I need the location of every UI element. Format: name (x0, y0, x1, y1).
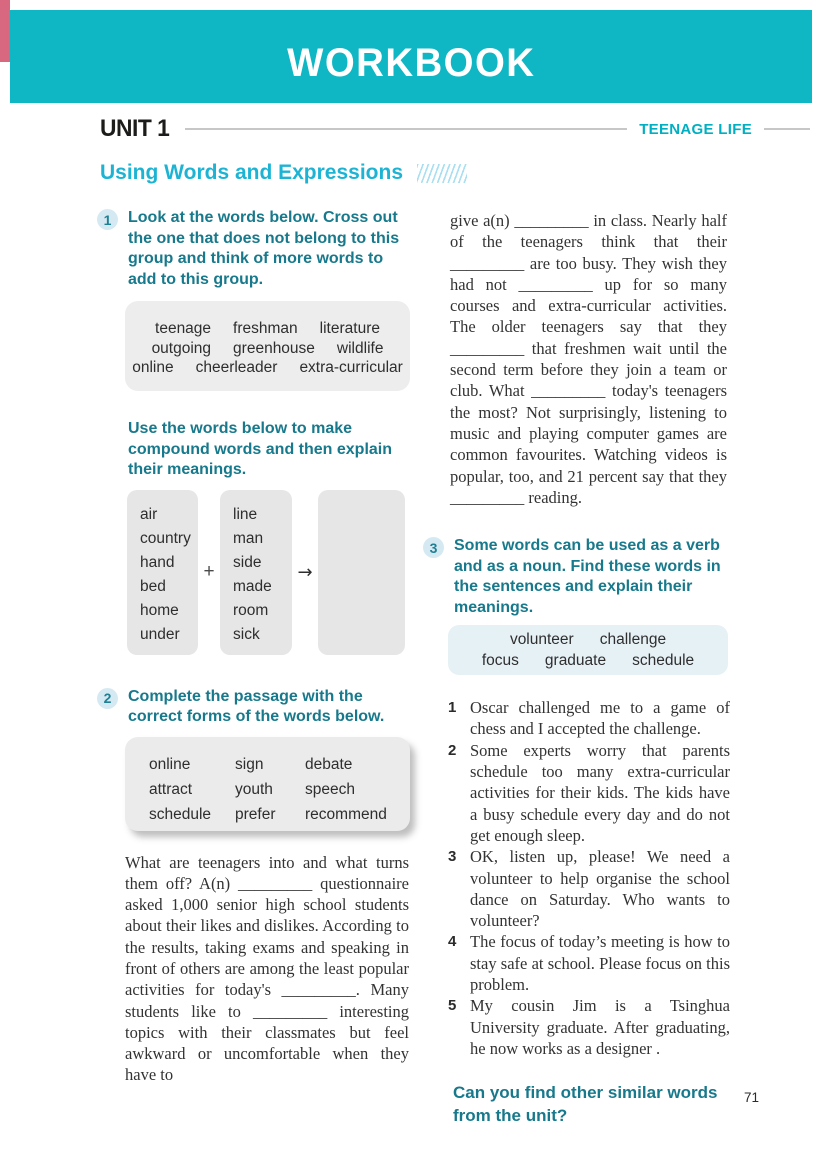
compound-answer-box (318, 490, 405, 655)
exercise-number-badge: 2 (97, 688, 118, 709)
right-column (423, 210, 735, 1127)
word-box-row (149, 802, 410, 827)
sentence-item (448, 931, 730, 995)
word-item: graduate (544, 652, 607, 670)
exercise-number-badge: 3 (423, 537, 444, 558)
compound-builder (97, 490, 410, 655)
exercise2-word-box (125, 737, 410, 831)
passage-left: What are teenagers into and what turns them off? A(n) _________ questionnaire asked 1,000 senior high school students about their likes and dislikes. According to the results, taking exams and speaking in front of others are among the least popular activities for today's _________. Many students like to _________ interesting topics with their classmates but feel awkward or uncomfortable when they have to (125, 852, 409, 1085)
word-item: prefer (235, 805, 276, 823)
word-box-row (125, 339, 410, 359)
word-item: freshman (233, 320, 298, 337)
word-item: youth (235, 780, 273, 798)
sentence-number: 4 (448, 933, 457, 951)
sentence-number: 2 (448, 741, 457, 759)
word-item: online (149, 755, 191, 773)
word-item: sick (233, 625, 260, 643)
word-item: focus (481, 652, 519, 670)
sentence-item (448, 740, 730, 846)
sentence-text: My cousin Jim is a Tsinghua University graduate. After graduating, he now works as a designer . (470, 996, 730, 1058)
word-box-row (149, 752, 410, 777)
word-item: recommend (305, 805, 387, 823)
divider-line (764, 128, 810, 130)
sentence-text: The focus of today’s meeting is how to stay safe at school. Please focus on this problem. (470, 932, 730, 995)
exercise-number-badge: 1 (97, 209, 118, 230)
spine-tab (0, 0, 10, 62)
word-item: side (233, 553, 262, 571)
followup-question: Can you find other similar words from the unit? (453, 1083, 718, 1126)
passage-right: give a(n) _________ in class. Nearly half of the teenagers think that their _________ are too busy. They wish they had not _________ up for so many courses and extra-curricular activities. The older teenagers say that they _________ that freshmen wait until the second term before they join a team or club. What _________ today's teenagers the most? Not surprisingly, listening to music and playing computer games are common favourites. Watching videos is popular, too, and 21 percent say that they _________ reading. (450, 211, 727, 507)
word-item: challenge (599, 631, 667, 649)
unit-title: UNIT 1 (100, 115, 170, 142)
compound-left-box (127, 490, 198, 655)
sentence-item (448, 846, 730, 931)
word-item: extra-curricular (299, 359, 403, 376)
exercise2-header (97, 687, 410, 728)
divider-line (185, 128, 627, 130)
page-number: 71 (744, 1090, 760, 1105)
exercise1-instruction: Look at the words below. Cross out the one that does not belong to this group and think of more words to add to this group. (128, 209, 400, 288)
sentence-list (448, 697, 730, 1059)
sentence-number: 3 (448, 848, 457, 866)
word-item: home (140, 601, 179, 619)
word-item: bed (140, 577, 166, 595)
sentence-number: 5 (448, 997, 457, 1015)
word-item: line (233, 505, 258, 523)
word-item: room (233, 601, 269, 619)
word-item: volunteer (509, 631, 574, 649)
unit-header (100, 112, 810, 146)
word-item: greenhouse (233, 339, 315, 357)
sentence-text: Some experts worry that parents schedule too many extra-curricular activities for their kids. The kids have a busy schedule every day and do not get enough sleep. (470, 740, 730, 845)
word-item: made (233, 577, 272, 595)
arrow-icon: → (297, 561, 313, 583)
exercise3-header (423, 536, 735, 618)
sentence-number: 1 (448, 699, 457, 717)
compound-instruction: Use the words below to make compound words and then explain their meanings. (128, 420, 393, 478)
word-item: speech (305, 780, 355, 798)
word-item: air (140, 505, 158, 523)
left-column (97, 208, 410, 1086)
sentence-item (448, 697, 730, 740)
topic-label: TEENAGE LIFE (639, 120, 752, 138)
plus-sign: + (203, 561, 215, 582)
word-item: schedule (632, 652, 695, 670)
word-box-row (125, 319, 410, 339)
exercise1-word-box (125, 301, 410, 391)
section-title: Using Words and Expressions (100, 161, 404, 184)
exercise3-instruction: Some words can be used as a verb and as a noun. Find these words in the sentences and explain their meanings. (454, 537, 721, 616)
word-item: literature (319, 320, 380, 337)
word-item: online (132, 359, 174, 376)
word-item: wildlife (336, 339, 384, 357)
word-item: country (140, 529, 191, 547)
word-item: attract (149, 780, 193, 798)
word-item: under (140, 625, 180, 643)
word-box-row (448, 650, 728, 671)
workbook-banner (10, 10, 812, 103)
word-item: sign (235, 755, 264, 773)
hatch-decoration-icon (417, 164, 467, 183)
sentence-item (448, 995, 730, 1059)
banner-title: WORKBOOK (286, 41, 536, 85)
word-box-row (149, 777, 410, 802)
word-item: debate (305, 755, 353, 773)
compound-right-box (220, 490, 292, 655)
sentence-text: Oscar challenged me to a game of chess and I accepted the challenge. (470, 698, 730, 739)
word-box-row (125, 358, 410, 378)
section-header (100, 161, 467, 185)
exercise3-word-box (448, 625, 728, 675)
sentence-text: OK, listen up, please! We need a volunteer to help organise the school dance on Saturday. Who wants to volunteer? (470, 847, 730, 931)
word-item: hand (140, 553, 175, 571)
exercise2-instruction: Complete the passage with the correct forms of the words below. (128, 687, 385, 725)
word-item: teenage (155, 320, 212, 337)
word-item: cheerleader (195, 359, 278, 376)
word-box-row (448, 629, 728, 650)
word-item: outgoing (151, 339, 212, 357)
word-item: schedule (149, 805, 212, 823)
word-item: man (233, 529, 264, 547)
exercise1-header (97, 208, 410, 290)
